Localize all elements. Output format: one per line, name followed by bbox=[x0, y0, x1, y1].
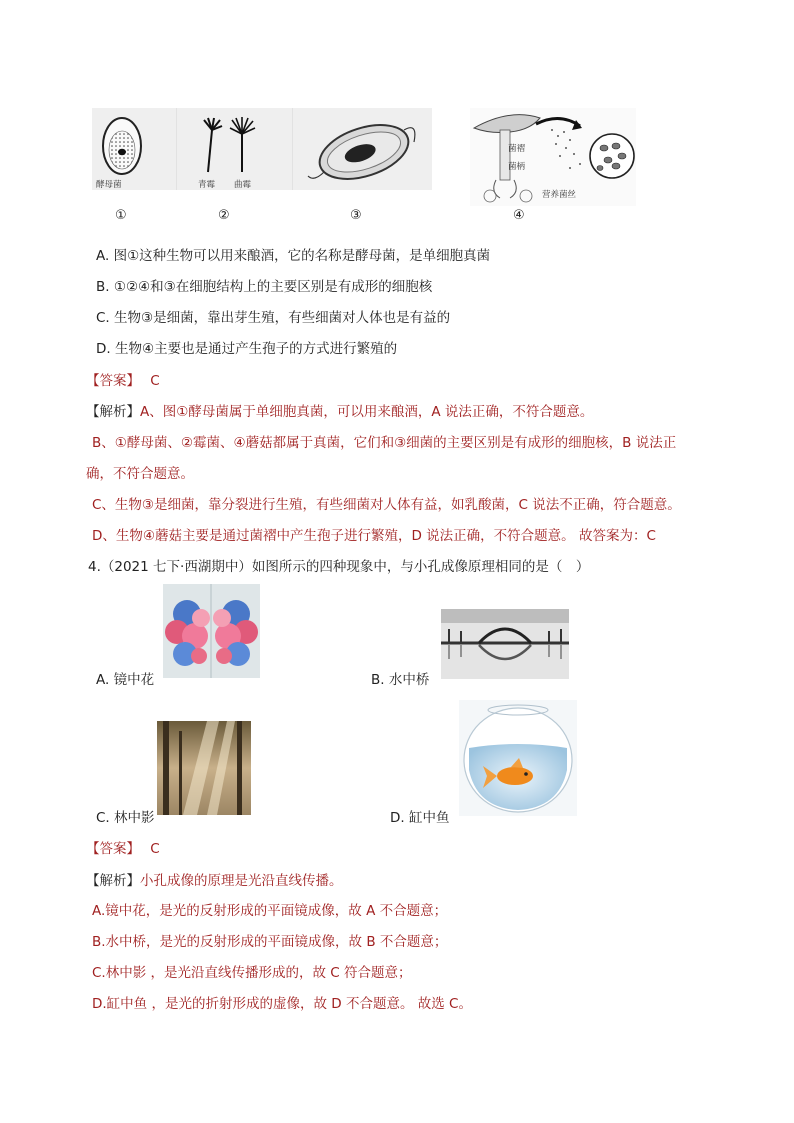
microbe-figure-strip bbox=[92, 108, 432, 190]
q3-analysis-line-3: 确，不符合题意。 bbox=[86, 466, 194, 482]
q3-analysis-line-1: A、图①酵母菌属于单细胞真菌，可以用来酿酒，A 说法正确，不符合题意。 bbox=[140, 404, 594, 420]
bacterium-illustration bbox=[304, 112, 430, 188]
gill-label: 菌褶 bbox=[508, 144, 526, 154]
q3-answer-value: C bbox=[150, 373, 160, 389]
penicillium-label: 青霉 bbox=[198, 180, 216, 190]
q3-analysis-line-2: B、①酵母菌、②霉菌、④蘑菇都属于真菌，它们和③细菌的主要区别是有成形的细胞核，B 说法正 bbox=[92, 435, 677, 451]
yeast-label: 酵母菌 bbox=[96, 180, 122, 190]
fishbowl-image bbox=[459, 700, 577, 816]
q4-answer-row bbox=[86, 839, 160, 859]
fishbowl-photo bbox=[459, 700, 577, 816]
q3-analysis-line-4: C、生物③是细菌，靠分裂进行生殖，有些细菌对人体有益，如乳酸菌，C 说法不正确，符合题意。 bbox=[92, 497, 681, 513]
q3-option-d: D. 生物④主要也是通过产生孢子的方式进行繁殖的 bbox=[96, 341, 398, 357]
q4-analysis-line-d: D.缸中鱼 ，是光的折射形成的虚像，故 D 不合题意。 故选 C。 bbox=[92, 996, 472, 1012]
bridge-reflection-photo bbox=[441, 609, 569, 679]
mirror-flowers-photo bbox=[163, 584, 260, 678]
yeast-illustration bbox=[98, 112, 150, 184]
q3-answer-tag: 【答案】 bbox=[86, 373, 140, 389]
q3-option-a: A. 图①这种生物可以用来酿酒，它的名称是酵母菌，是单细胞真菌 bbox=[96, 248, 491, 264]
q4-answer-value: C bbox=[150, 841, 160, 857]
q4-analysis-tag: 【解析】 bbox=[86, 873, 140, 889]
q4-analysis-line-b: B.水中桥，是光的反射形成的平面镜成像，故 B 不合题意； bbox=[92, 934, 448, 950]
aspergillus-label: 曲霉 bbox=[234, 180, 252, 190]
bridge-reflection-image bbox=[441, 609, 569, 679]
q4-option-a: A. 镜中花 bbox=[96, 672, 155, 688]
q3-analysis-line-5: D、生物④蘑菇主要是通过菌褶中产生孢子进行繁殖，D 说法正确，不符合题意。 故答案为：C bbox=[92, 528, 656, 544]
stipe-label: 菌柄 bbox=[508, 162, 526, 172]
figure-number-3: ③ bbox=[350, 208, 362, 223]
q4-analysis-line-c: C.林中影 ，是光沿直线传播形成的，故 C 符合题意； bbox=[92, 965, 412, 981]
q4-option-d: D. 缸中鱼 bbox=[390, 810, 450, 826]
mirror-flowers-image bbox=[163, 584, 260, 678]
q3-answer-row bbox=[86, 371, 160, 391]
forest-light-photo bbox=[157, 721, 251, 815]
q3-analysis-row-1 bbox=[86, 402, 593, 422]
q4-stem: 4.（2021 七下·西湖期中）如图所示的四种现象中，与小孔成像原理相同的是（ ） bbox=[88, 559, 590, 575]
q4-answer-tag: 【答案】 bbox=[86, 841, 140, 857]
figure-number-1: ① bbox=[115, 208, 127, 223]
q3-analysis-tag: 【解析】 bbox=[86, 404, 140, 420]
q4-option-c: C. 林中影 bbox=[96, 810, 155, 826]
q4-analysis-line-a: A.镜中花，是光的反射形成的平面镜成像，故 A 不合题意； bbox=[92, 903, 448, 919]
hyphae-label: 营养菌丝 bbox=[542, 190, 577, 200]
figure-number-2: ② bbox=[218, 208, 230, 223]
q3-option-c: C. 生物③是细菌，靠出芽生殖，有些细菌对人体也是有益的 bbox=[96, 310, 451, 326]
q3-option-b: B. ①②④和③在细胞结构上的主要区别是有成形的细胞核 bbox=[96, 279, 433, 295]
q4-option-b: B. 水中桥 bbox=[371, 672, 430, 688]
forest-light-image bbox=[157, 721, 251, 815]
mold-illustration bbox=[192, 116, 264, 174]
figure-number-4: ④ bbox=[513, 208, 525, 223]
mushroom-figure bbox=[470, 108, 636, 206]
q4-analysis-first: 小孔成像的原理是光沿直线传播。 bbox=[140, 873, 343, 889]
q4-analysis-row-1 bbox=[86, 871, 343, 891]
